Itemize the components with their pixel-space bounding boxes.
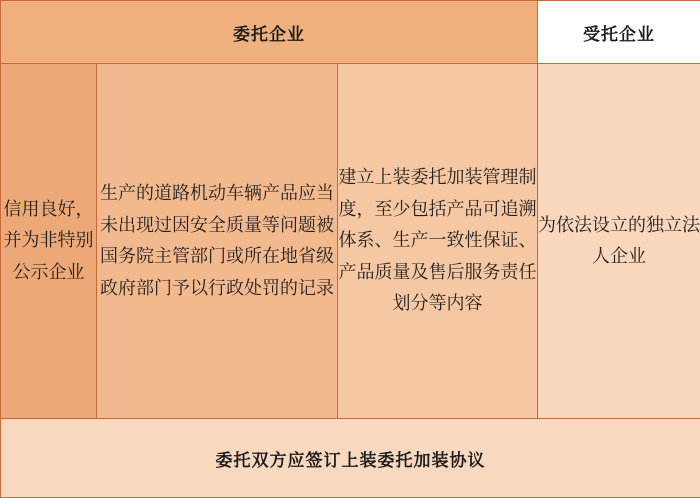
header-entrusting-enterprise: 委托企业	[1, 1, 538, 64]
cell-management-system-requirement: 建立上装委托加装管理制度，至少包括产品可追溯体系、生产一致性保证、产品质量及售后服务责任划分等内容	[338, 64, 538, 419]
footer-agreement-note: 委托双方应签订上装委托加装协议	[1, 419, 700, 498]
cell-accepting-legal-entity-requirement: 为依法设立的独立法人企业	[538, 64, 700, 419]
table-header-row	[1, 1, 700, 64]
header-accepting-enterprise: 受托企业	[538, 1, 700, 64]
table-body-row	[1, 64, 700, 419]
cell-credit-requirement: 信用良好，并为非特别公示企业	[1, 64, 97, 419]
table-footer-row	[1, 419, 700, 498]
cell-product-penalty-requirement: 生产的道路机动车辆产品应当未出现过因安全质量等问题被国务院主管部门或所在地省级政府部门予以行政处罚的记录	[97, 64, 338, 419]
